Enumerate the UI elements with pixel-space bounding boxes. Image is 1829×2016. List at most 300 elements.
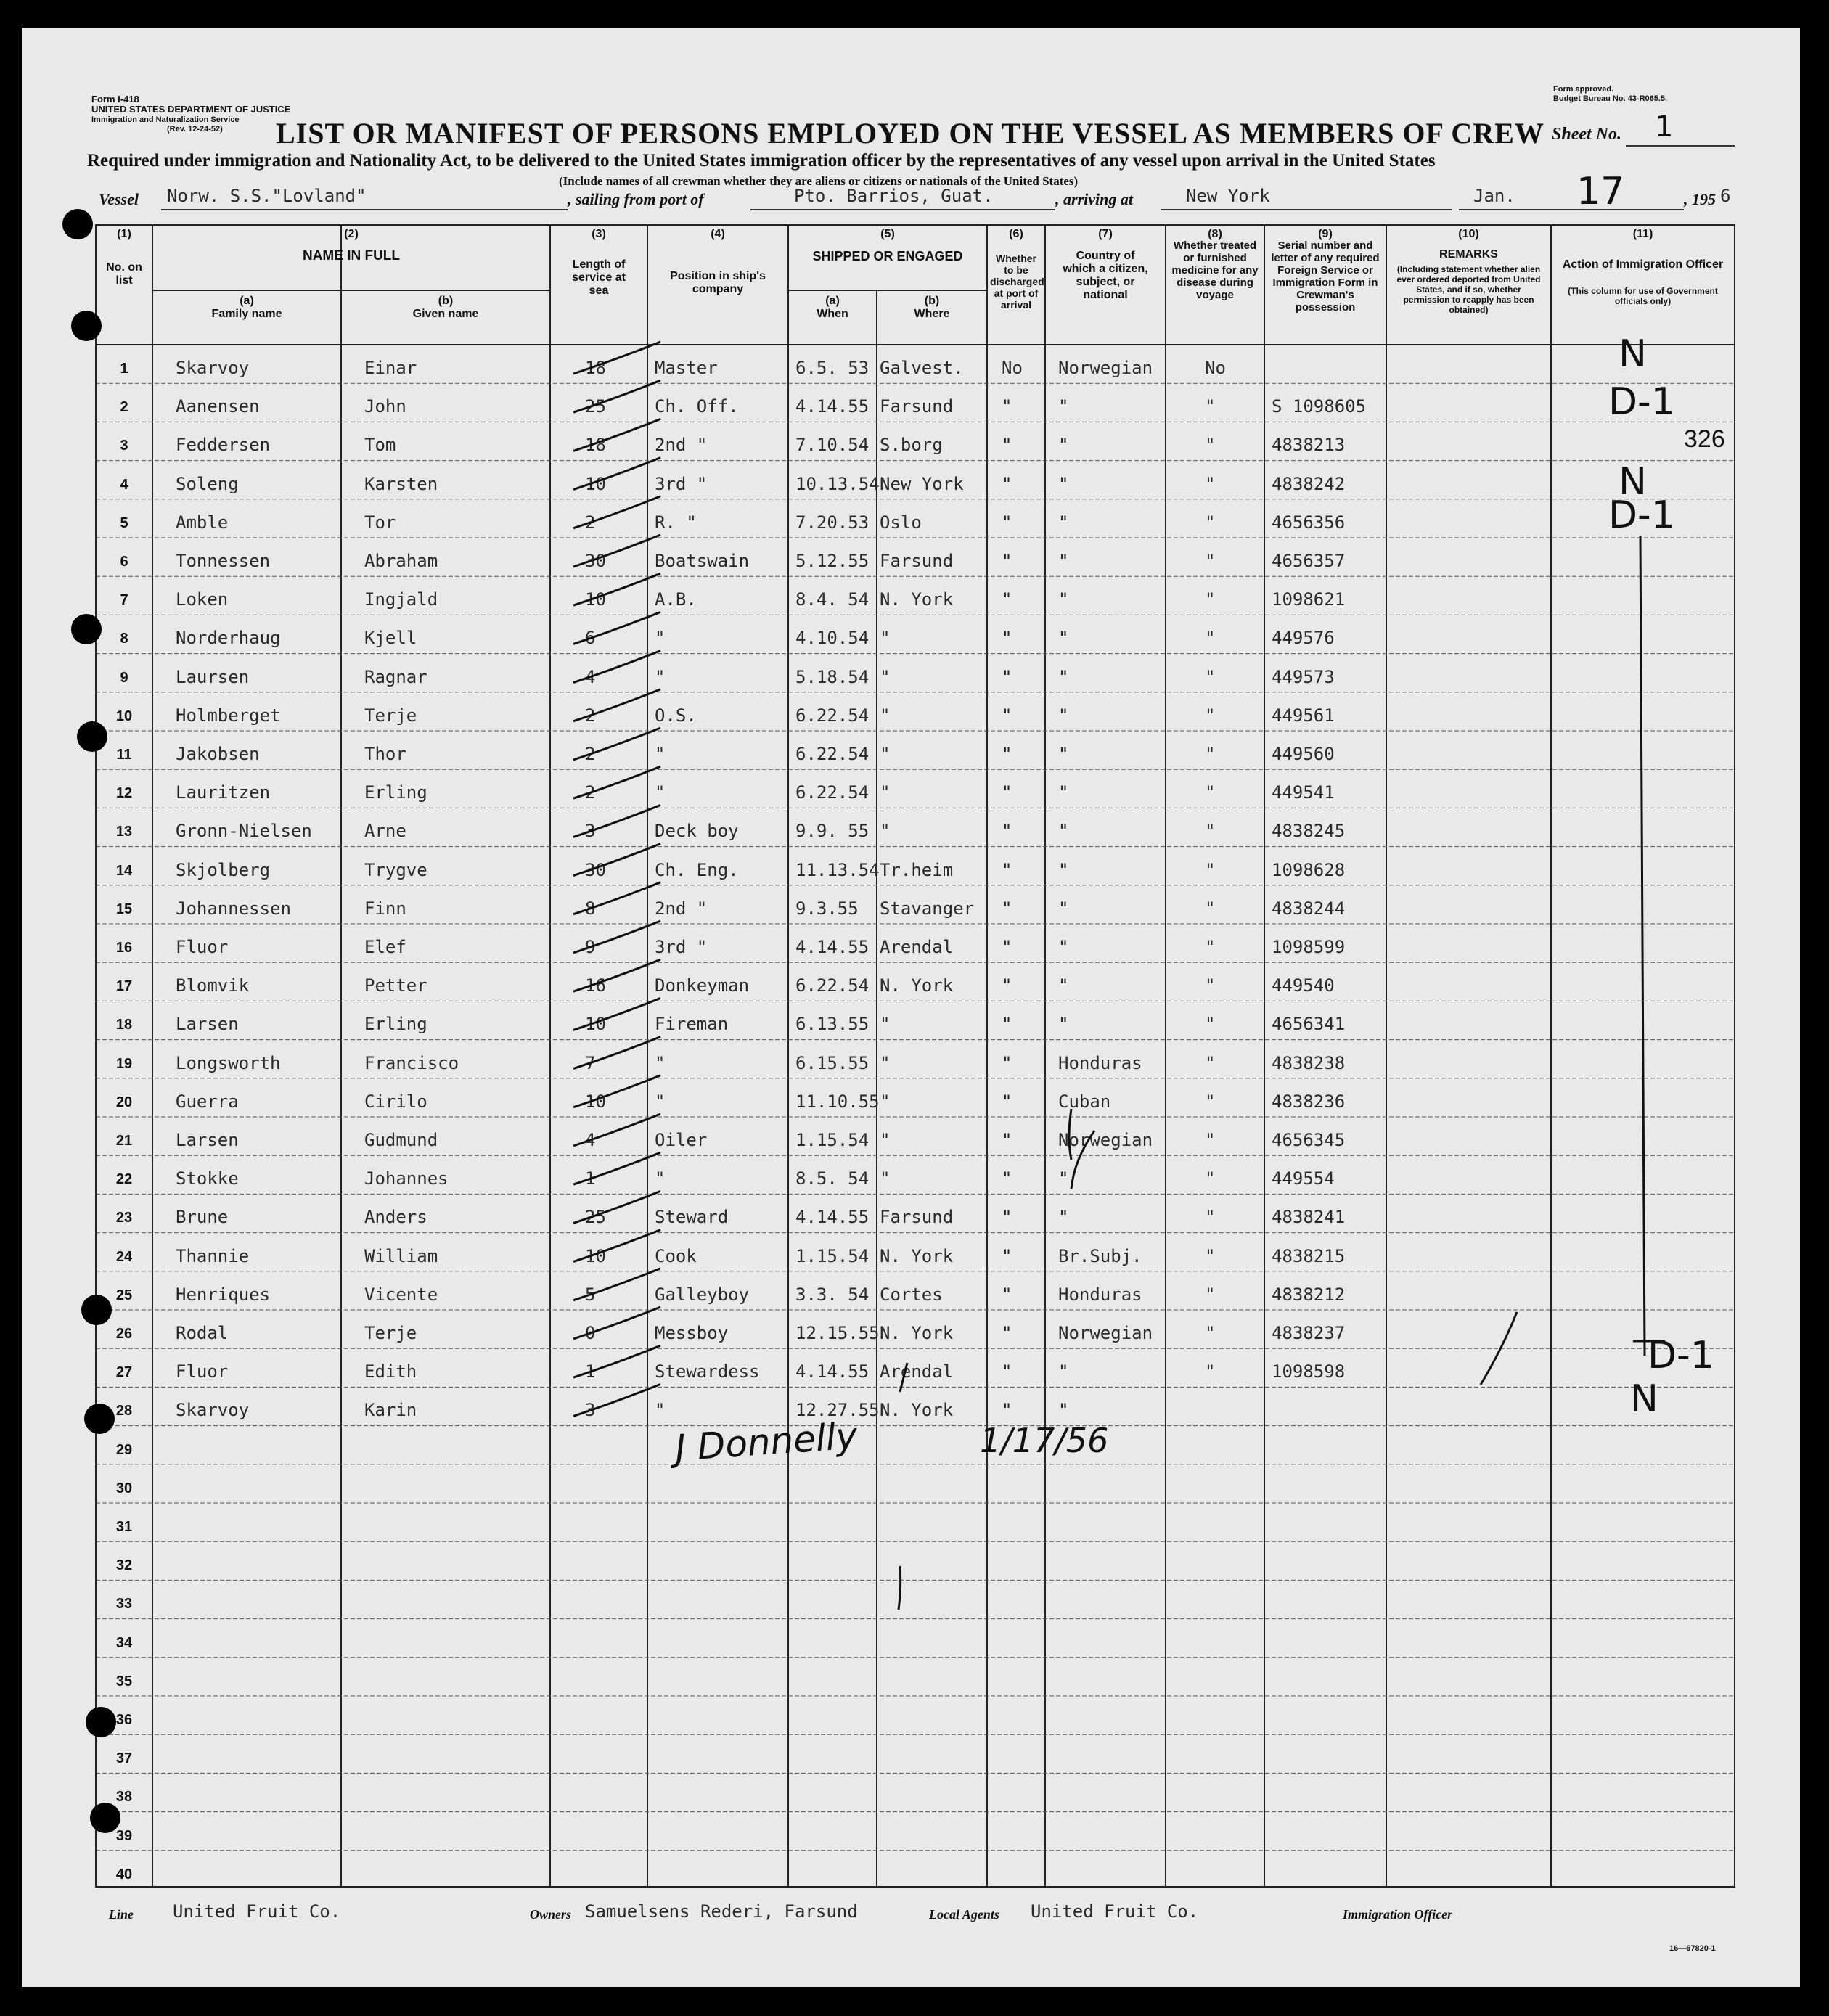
- crew-treated: ": [1205, 1091, 1216, 1112]
- crew-country: Br.Subj.: [1058, 1245, 1142, 1266]
- crew-position: 3rd ": [655, 937, 708, 957]
- crew-service: 6: [585, 628, 596, 649]
- punch-hole: [81, 1295, 112, 1325]
- col9-header: Serial number and letter of any required Foreign Service or Immigration Form in Crewman's possession: [1271, 239, 1380, 314]
- crew-given: Erling: [364, 782, 427, 803]
- crew-discharge: ": [1002, 705, 1012, 726]
- crew-no: 22: [115, 1171, 133, 1188]
- crew-no: 24: [115, 1248, 133, 1265]
- crew-service: 1: [585, 1168, 596, 1189]
- crew-country: Cuban: [1058, 1091, 1111, 1112]
- owners-label: Owners: [530, 1907, 572, 1922]
- col6-number: (6): [1009, 228, 1023, 240]
- crew-where: ": [880, 1130, 891, 1150]
- crew-discharge: ": [1002, 975, 1012, 996]
- crew-treated: ": [1205, 744, 1216, 764]
- crew-family: Laursen: [176, 666, 250, 687]
- crew-family: Loken: [176, 589, 229, 610]
- crew-service: 10: [585, 1014, 606, 1035]
- crew-family: Henriques: [176, 1284, 271, 1305]
- crew-when: 5.18.54: [795, 666, 870, 687]
- crew-where: N. York: [880, 589, 954, 610]
- crew-where: ": [880, 705, 891, 726]
- crew-given: Petter: [364, 975, 427, 996]
- crew-no: 28: [115, 1403, 133, 1419]
- crew-when: 5.12.55: [795, 551, 870, 571]
- line-label: Line: [109, 1907, 134, 1922]
- crew-country: ": [1058, 435, 1069, 456]
- crew-serial: 449561: [1272, 705, 1335, 726]
- crew-service: 1: [585, 1361, 596, 1382]
- form-approved: Form approved.: [1553, 85, 1614, 94]
- crew-service: 25: [585, 1207, 606, 1228]
- punch-hole: [77, 721, 107, 752]
- col7-number: (7): [1098, 228, 1113, 240]
- crew-position: ": [655, 782, 666, 803]
- crew-family: Brune: [176, 1207, 229, 1228]
- crew-treated: ": [1205, 512, 1216, 533]
- crew-discharge: ": [1002, 551, 1012, 571]
- crew-where: ": [880, 628, 891, 649]
- crew-family: Aanensen: [176, 396, 260, 417]
- crew-given: Erling: [364, 1014, 427, 1035]
- form-title: LIST OR MANIFEST OF PERSONS EMPLOYED ON THE VESSEL AS MEMBERS OF CREW: [276, 117, 1544, 149]
- crew-no: 11: [116, 747, 132, 763]
- crew-no: 16: [115, 940, 133, 956]
- crew-where: N. York: [880, 1400, 954, 1421]
- crew-country: ": [1058, 1207, 1069, 1228]
- crew-given: Thor: [364, 744, 406, 764]
- crew-given: Einar: [364, 358, 417, 378]
- crew-service: 16: [585, 975, 606, 996]
- signature-date: 1/17/56: [980, 1421, 1109, 1460]
- arrival-day: 17: [1576, 170, 1625, 213]
- crew-no: 3: [120, 438, 128, 454]
- crew-serial: 4838241: [1272, 1207, 1346, 1228]
- crew-discharge: ": [1002, 1168, 1012, 1189]
- crew-no: 21: [115, 1133, 133, 1149]
- crew-treated: ": [1205, 898, 1216, 919]
- crew-where: N. York: [880, 1245, 954, 1266]
- crew-discharge: ": [1002, 666, 1012, 687]
- crew-treated: ": [1205, 435, 1216, 456]
- crew-treated: ": [1205, 782, 1216, 803]
- crew-where: ": [880, 1091, 891, 1112]
- col5b-header: Where: [914, 308, 950, 320]
- crew-discharge: ": [1002, 512, 1012, 533]
- crew-when: 11.13.54: [795, 859, 880, 880]
- crew-when: 10.13.54: [795, 473, 880, 494]
- crew-when: 1.15.54: [795, 1245, 870, 1266]
- crew-country: ": [1058, 666, 1069, 687]
- crew-position: O.S.: [655, 705, 697, 726]
- crew-discharge: ": [1002, 1245, 1012, 1266]
- crew-family: Longsworth: [176, 1052, 281, 1073]
- crew-country: ": [1058, 1361, 1069, 1382]
- form-subtitle-note: (Include names of all crewman whether they are aliens or citizens or nationals of the United States): [559, 174, 1079, 188]
- crew-no: 26: [115, 1326, 133, 1342]
- empty-row-number: 38: [115, 1789, 133, 1806]
- crew-service: 2: [585, 512, 596, 533]
- crew-no: 10: [115, 708, 133, 724]
- crew-serial: 4838213: [1272, 435, 1346, 456]
- crew-where: Tr.heim: [880, 859, 954, 880]
- col10-number: (10): [1458, 228, 1479, 240]
- crew-no: 8: [120, 631, 128, 647]
- crew-given: Finn: [364, 898, 406, 919]
- crew-country: ": [1058, 1168, 1069, 1189]
- crew-service: 2: [585, 705, 596, 726]
- crew-serial: 4656345: [1272, 1130, 1346, 1150]
- crew-country: ": [1058, 937, 1069, 957]
- crew-no: 15: [115, 901, 133, 917]
- crew-serial: 449554: [1272, 1168, 1335, 1189]
- crew-position: ": [655, 744, 666, 764]
- crew-treated: ": [1205, 1052, 1216, 1073]
- arriving-port: New York: [1186, 186, 1270, 206]
- col11-number: (11): [1632, 228, 1653, 240]
- crew-where: Cortes: [880, 1284, 943, 1305]
- crew-treated: ": [1205, 396, 1216, 417]
- col11-note: (This column for use of Government officials only): [1568, 286, 1718, 306]
- crew-given: Edith: [364, 1361, 417, 1382]
- crew-country: Honduras: [1058, 1052, 1142, 1073]
- crew-discharge: ": [1002, 1130, 1012, 1150]
- crew-given: Abraham: [364, 551, 438, 571]
- crew-when: 12.15.55: [795, 1323, 880, 1343]
- crew-treated: ": [1205, 821, 1216, 842]
- col2-header: NAME IN FULL: [302, 248, 401, 263]
- crew-country: ": [1058, 1400, 1069, 1421]
- crew-treated: ": [1205, 859, 1216, 880]
- crew-treated: ": [1205, 1168, 1216, 1189]
- crew-position: Ch. Off.: [655, 396, 739, 417]
- crew-service: 25: [585, 396, 606, 417]
- crew-position: ": [655, 628, 666, 649]
- crew-country: ": [1058, 782, 1069, 803]
- crew-position: Stewardess: [655, 1361, 760, 1382]
- crew-when: 9.3.55: [795, 898, 859, 919]
- punch-hole: [71, 311, 102, 341]
- punch-hole: [71, 614, 102, 644]
- agents-value: United Fruit Co.: [1031, 1901, 1199, 1922]
- officer-label: Immigration Officer: [1343, 1907, 1453, 1922]
- crew-treated: ": [1205, 937, 1216, 957]
- crew-service: 10: [585, 589, 606, 610]
- crew-family: Tonnessen: [176, 551, 271, 571]
- crew-treated: No: [1205, 358, 1226, 378]
- crew-position: ": [655, 1168, 666, 1189]
- crew-country: ": [1058, 975, 1069, 996]
- crew-country: ": [1058, 512, 1069, 533]
- crew-service: 3: [585, 821, 596, 842]
- crew-discharge: ": [1002, 937, 1012, 957]
- crew-country: ": [1058, 473, 1069, 494]
- footer-code: 16—67820-1: [1669, 1944, 1716, 1953]
- crew-discharge: ": [1002, 1207, 1012, 1228]
- arrival-month: Jan.: [1473, 186, 1515, 206]
- revision-date: (Rev. 12-24-52): [167, 125, 223, 134]
- crew-when: 9.9. 55: [795, 821, 870, 842]
- col5-header: SHIPPED OR ENGAGED: [812, 249, 963, 263]
- annotation-d1-2: D-1: [1608, 493, 1675, 537]
- crew-service: 0: [585, 1323, 596, 1343]
- crew-discharge: ": [1002, 473, 1012, 494]
- crew-where: Farsund: [880, 551, 954, 571]
- crew-service: 18: [585, 435, 606, 456]
- crew-country: Norwegian: [1058, 358, 1153, 378]
- crew-position: A.B.: [655, 589, 697, 610]
- crew-where: New York: [880, 473, 964, 494]
- line-value: United Fruit Co.: [173, 1901, 341, 1922]
- crew-where: Stavanger: [880, 898, 975, 919]
- crew-where: Arendal: [880, 937, 954, 957]
- crew-discharge: No: [1002, 358, 1023, 378]
- crew-discharge: ": [1002, 589, 1012, 610]
- vessel-label: Vessel: [99, 190, 139, 208]
- crew-when: 6.15.55: [795, 1052, 870, 1073]
- crew-given: Karsten: [364, 473, 438, 494]
- crew-given: Vicente: [364, 1284, 438, 1305]
- crew-no: 13: [115, 824, 133, 840]
- crew-family: Guerra: [176, 1091, 239, 1112]
- crew-serial: 4838242: [1272, 473, 1346, 494]
- crew-family: Skarvoy: [176, 358, 250, 378]
- crew-service: 8: [585, 898, 596, 919]
- department-name: UNITED STATES DEPARTMENT OF JUSTICE: [91, 104, 291, 115]
- col8-number: (8): [1208, 228, 1222, 240]
- crew-discharge: ": [1002, 744, 1012, 764]
- crew-given: Terje: [364, 705, 417, 726]
- crew-treated: ": [1205, 705, 1216, 726]
- crew-position: ": [655, 1400, 666, 1421]
- crew-position: Master: [655, 358, 718, 378]
- crew-family: Fluor: [176, 937, 229, 957]
- empty-row-number: 32: [115, 1557, 133, 1574]
- punch-hole: [84, 1404, 115, 1434]
- col10-header: REMARKS: [1439, 248, 1498, 261]
- crew-no: 9: [120, 669, 128, 686]
- crew-serial: 4656341: [1272, 1014, 1346, 1035]
- crew-position: ": [655, 1091, 666, 1112]
- crew-country: ": [1058, 551, 1069, 571]
- crew-when: 12.27.55: [795, 1400, 880, 1421]
- crew-position: 3rd ": [655, 473, 708, 494]
- crew-no: 6: [120, 554, 128, 570]
- crew-serial: 449540: [1272, 975, 1335, 996]
- crew-position: 2nd ": [655, 435, 708, 456]
- crew-when: 6.22.54: [795, 782, 870, 803]
- crew-serial: 4838237: [1272, 1323, 1346, 1343]
- empty-row-number: 29: [115, 1441, 133, 1458]
- crew-treated: ": [1205, 666, 1216, 687]
- empty-row-number: 40: [115, 1866, 133, 1882]
- crew-where: ": [880, 1052, 891, 1073]
- crew-position: Galleyboy: [655, 1284, 750, 1305]
- crew-no: 18: [115, 1017, 133, 1033]
- crew-country: Honduras: [1058, 1284, 1142, 1305]
- crew-given: Tor: [364, 512, 396, 533]
- crew-when: 3.3. 54: [795, 1284, 870, 1305]
- col5-number: (5): [880, 228, 895, 240]
- crew-discharge: ": [1002, 859, 1012, 880]
- crew-discharge: ": [1002, 782, 1012, 803]
- crew-country: ": [1058, 396, 1069, 417]
- crew-family: Holmberget: [176, 705, 281, 726]
- crew-where: N. York: [880, 975, 954, 996]
- empty-row-number: 35: [115, 1673, 133, 1689]
- crew-no: 20: [115, 1094, 133, 1110]
- crew-country: ": [1058, 821, 1069, 842]
- crew-serial: 449560: [1272, 744, 1335, 764]
- crew-treated: ": [1205, 1361, 1216, 1382]
- crew-serial: 4838236: [1272, 1091, 1346, 1112]
- crew-no: 23: [115, 1210, 133, 1226]
- crew-service: 7: [585, 1052, 596, 1073]
- crew-treated: ": [1205, 1014, 1216, 1035]
- col1-header: No. on list: [106, 261, 142, 287]
- arrival-year-digit: 6: [1720, 186, 1731, 206]
- col3-header: Length of service at sea: [572, 258, 626, 297]
- col11-header: Action of Immigration Officer: [1562, 258, 1724, 271]
- empty-row-number: 33: [115, 1596, 133, 1613]
- col2b-number: (b): [438, 295, 454, 307]
- crew-family: Larsen: [176, 1130, 239, 1150]
- form-subtitle: Required under immigration and Nationality Act, to be delivered to the United States immigration officer by the representatives of any vessel upon arrival in the United States: [87, 151, 1436, 171]
- crew-serial: 4838215: [1272, 1245, 1346, 1266]
- col2-number: (2): [344, 228, 359, 240]
- crew-family: Blomvik: [176, 975, 250, 996]
- crew-serial: 449576: [1272, 628, 1335, 649]
- crew-family: Feddersen: [176, 435, 271, 456]
- crew-discharge: ": [1002, 898, 1012, 919]
- crew-position: 2nd ": [655, 898, 708, 919]
- crew-treated: ": [1205, 1207, 1216, 1228]
- crew-when: 6.22.54: [795, 705, 870, 726]
- crew-given: Tom: [364, 435, 396, 456]
- crew-country: ": [1058, 1014, 1069, 1035]
- table-grid: [22, 28, 1800, 1987]
- crew-service: 9: [585, 937, 596, 957]
- crew-where: ": [880, 821, 891, 842]
- crew-country: ": [1058, 898, 1069, 919]
- crew-when: 8.4. 54: [795, 589, 870, 610]
- annotation-326: 326: [1684, 425, 1725, 453]
- crew-given: Francisco: [364, 1052, 459, 1073]
- crew-position: Cook: [655, 1245, 697, 1266]
- crew-position: Deck boy: [655, 821, 739, 842]
- crew-service: 10: [585, 1091, 606, 1112]
- annotation-n-3: N: [1630, 1377, 1658, 1421]
- crew-serial: 4838244: [1272, 898, 1346, 919]
- crew-family: Gronn-Nielsen: [176, 821, 312, 842]
- crew-family: Thannie: [176, 1245, 250, 1266]
- crew-given: Johannes: [364, 1168, 449, 1189]
- crew-where: ": [880, 1014, 891, 1035]
- crew-when: 6.5. 53: [795, 358, 870, 378]
- crew-position: Fireman: [655, 1014, 729, 1035]
- crew-serial: 4656356: [1272, 512, 1346, 533]
- crew-country: ": [1058, 859, 1069, 880]
- crew-family: Soleng: [176, 473, 239, 494]
- col4-number: (4): [711, 228, 725, 240]
- crew-serial: 4838245: [1272, 821, 1346, 842]
- officer-signature: J Donnelly: [674, 1414, 859, 1470]
- crew-no: 12: [115, 785, 133, 802]
- crew-no: 1: [120, 361, 128, 377]
- col10-note: (Including statement whether alien ever ordered deported from United States, and if so, whether permission to reapply has been obtained): [1396, 264, 1541, 315]
- crew-position: Donkeyman: [655, 975, 750, 996]
- crew-where: ": [880, 782, 891, 803]
- crew-given: Elef: [364, 937, 406, 957]
- crew-discharge: ": [1002, 1014, 1012, 1035]
- budget-bureau: Budget Bureau No. 43-R065.5.: [1553, 94, 1668, 103]
- crew-family: Stokke: [176, 1168, 239, 1189]
- crew-treated: ": [1205, 1245, 1216, 1266]
- year-label: , 195: [1684, 190, 1716, 208]
- crew-when: 6.13.55: [795, 1014, 870, 1035]
- crew-country: Norwegian: [1058, 1323, 1153, 1343]
- arriving-label: , arriving at: [1055, 190, 1133, 208]
- crew-when: 8.5. 54: [795, 1168, 870, 1189]
- crew-no: 7: [120, 592, 128, 609]
- crew-where: ": [880, 666, 891, 687]
- crew-country: ": [1058, 744, 1069, 764]
- crew-position: Ch. Eng.: [655, 859, 739, 880]
- crew-given: John: [364, 396, 406, 417]
- empty-row-number: 30: [115, 1480, 133, 1496]
- col2a-header: Family name: [211, 308, 282, 320]
- crew-serial: 1098599: [1272, 937, 1346, 957]
- crew-where: N. York: [880, 1323, 954, 1343]
- crew-position: Oiler: [655, 1130, 708, 1150]
- col8-header: Whether treated or furnished medicine for any disease during voyage: [1171, 239, 1259, 301]
- crew-family: Amble: [176, 512, 229, 533]
- crew-treated: ": [1205, 975, 1216, 996]
- crew-given: Trygve: [364, 859, 427, 880]
- crew-when: 4.14.55: [795, 937, 870, 957]
- crew-no: 25: [115, 1287, 133, 1303]
- crew-treated: ": [1205, 1323, 1216, 1343]
- crew-position: R. ": [655, 512, 697, 533]
- crew-service: 4: [585, 666, 596, 687]
- crew-when: 4.14.55: [795, 1207, 870, 1228]
- empty-row-number: 39: [115, 1827, 133, 1844]
- crew-service: 30: [585, 859, 606, 880]
- crew-position: Messboy: [655, 1323, 729, 1343]
- crew-discharge: ": [1002, 396, 1012, 417]
- crew-service: 4: [585, 1130, 596, 1150]
- crew-treated: ": [1205, 589, 1216, 610]
- col9-number: (9): [1318, 228, 1333, 240]
- col2a-number: (a): [240, 295, 254, 307]
- crew-no: 5: [120, 515, 128, 531]
- crew-given: William: [364, 1245, 438, 1266]
- service-name: Immigration and Naturalization Service: [91, 115, 240, 124]
- crew-when: 4.10.54: [795, 628, 870, 649]
- crew-position: Steward: [655, 1207, 729, 1228]
- annotation-d1-1: D-1: [1608, 380, 1675, 424]
- crew-treated: ": [1205, 473, 1216, 494]
- crew-family: Johannessen: [176, 898, 291, 919]
- crew-where: Farsund: [880, 1207, 954, 1228]
- crew-position: ": [655, 666, 666, 687]
- crew-serial: 449573: [1272, 666, 1335, 687]
- crew-given: Arne: [364, 821, 406, 842]
- crew-discharge: ": [1002, 1323, 1012, 1343]
- crew-service: 10: [585, 1245, 606, 1266]
- crew-family: Norderhaug: [176, 628, 281, 649]
